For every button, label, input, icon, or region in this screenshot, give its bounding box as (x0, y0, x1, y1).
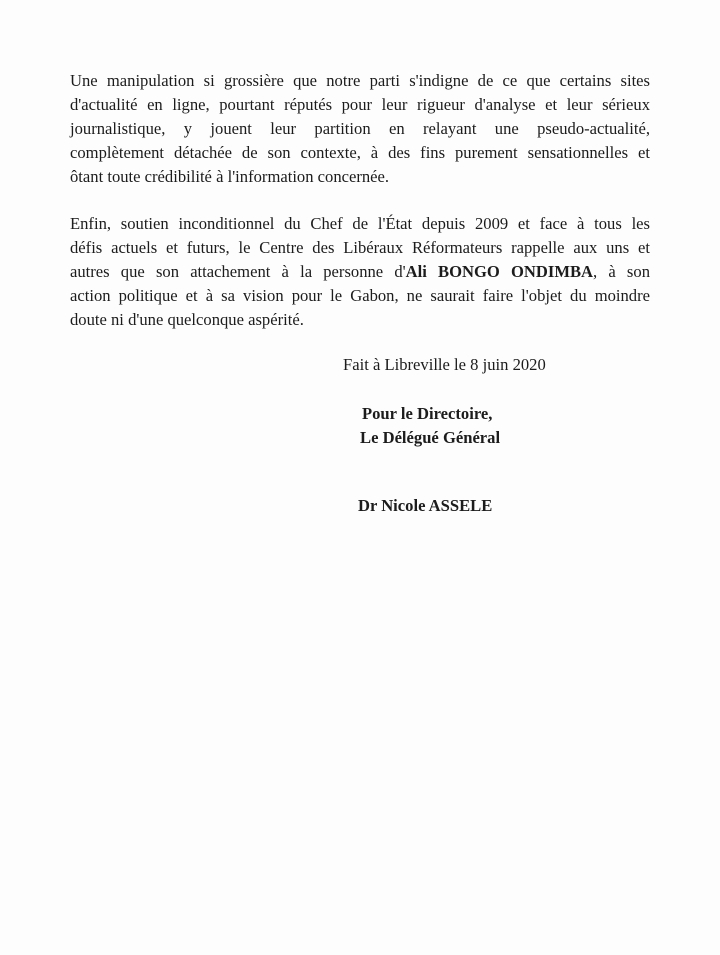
text-line: journalistique, y jouent leur partition en relayant une pseudo-actualité, (70, 119, 650, 138)
text-segment: , à son (593, 262, 650, 281)
text-line: défis actuels et futurs, le Centre des Libéraux Réformateurs rappelle aux uns et (70, 238, 650, 257)
place-and-date: Fait à Libreville le 8 juin 2020 (343, 355, 546, 374)
signature-role (362, 402, 500, 450)
text-segment: autres que son attachement à la personne d' (70, 262, 406, 281)
text-line-with-name (70, 260, 650, 284)
text-line: complètement détachée de son contexte, à des fins purement sensationnelles et (70, 143, 650, 162)
text-line: ôtant toute crédibilité à l'information concernée. (70, 167, 390, 186)
text-line: action politique et à sa vision pour le Gabon, ne saurait faire l'objet du moindre (70, 286, 650, 305)
signature-role-line1: Pour le Directoire, (362, 404, 493, 423)
text-line: doute ni d'une quelconque aspérité. (70, 310, 304, 329)
text-line: Une manipulation si grossière que notre parti s'indigne de ce que certains sites (70, 71, 650, 90)
paragraph-support (70, 212, 650, 332)
president-name: Ali BONGO ONDIMBA (405, 262, 594, 281)
text-line: Enfin, soutien inconditionnel du Chef de l'État depuis 2009 et face à tous les (70, 214, 650, 233)
paragraph-manipulation (70, 69, 650, 189)
signature-role-line2: Le Délégué Général (360, 428, 501, 447)
text-line: d'actualité en ligne, pourtant réputés pour leur rigueur d'analyse et leur sérieux (70, 95, 650, 114)
signatory-name: Dr Nicole ASSELE (358, 496, 493, 515)
